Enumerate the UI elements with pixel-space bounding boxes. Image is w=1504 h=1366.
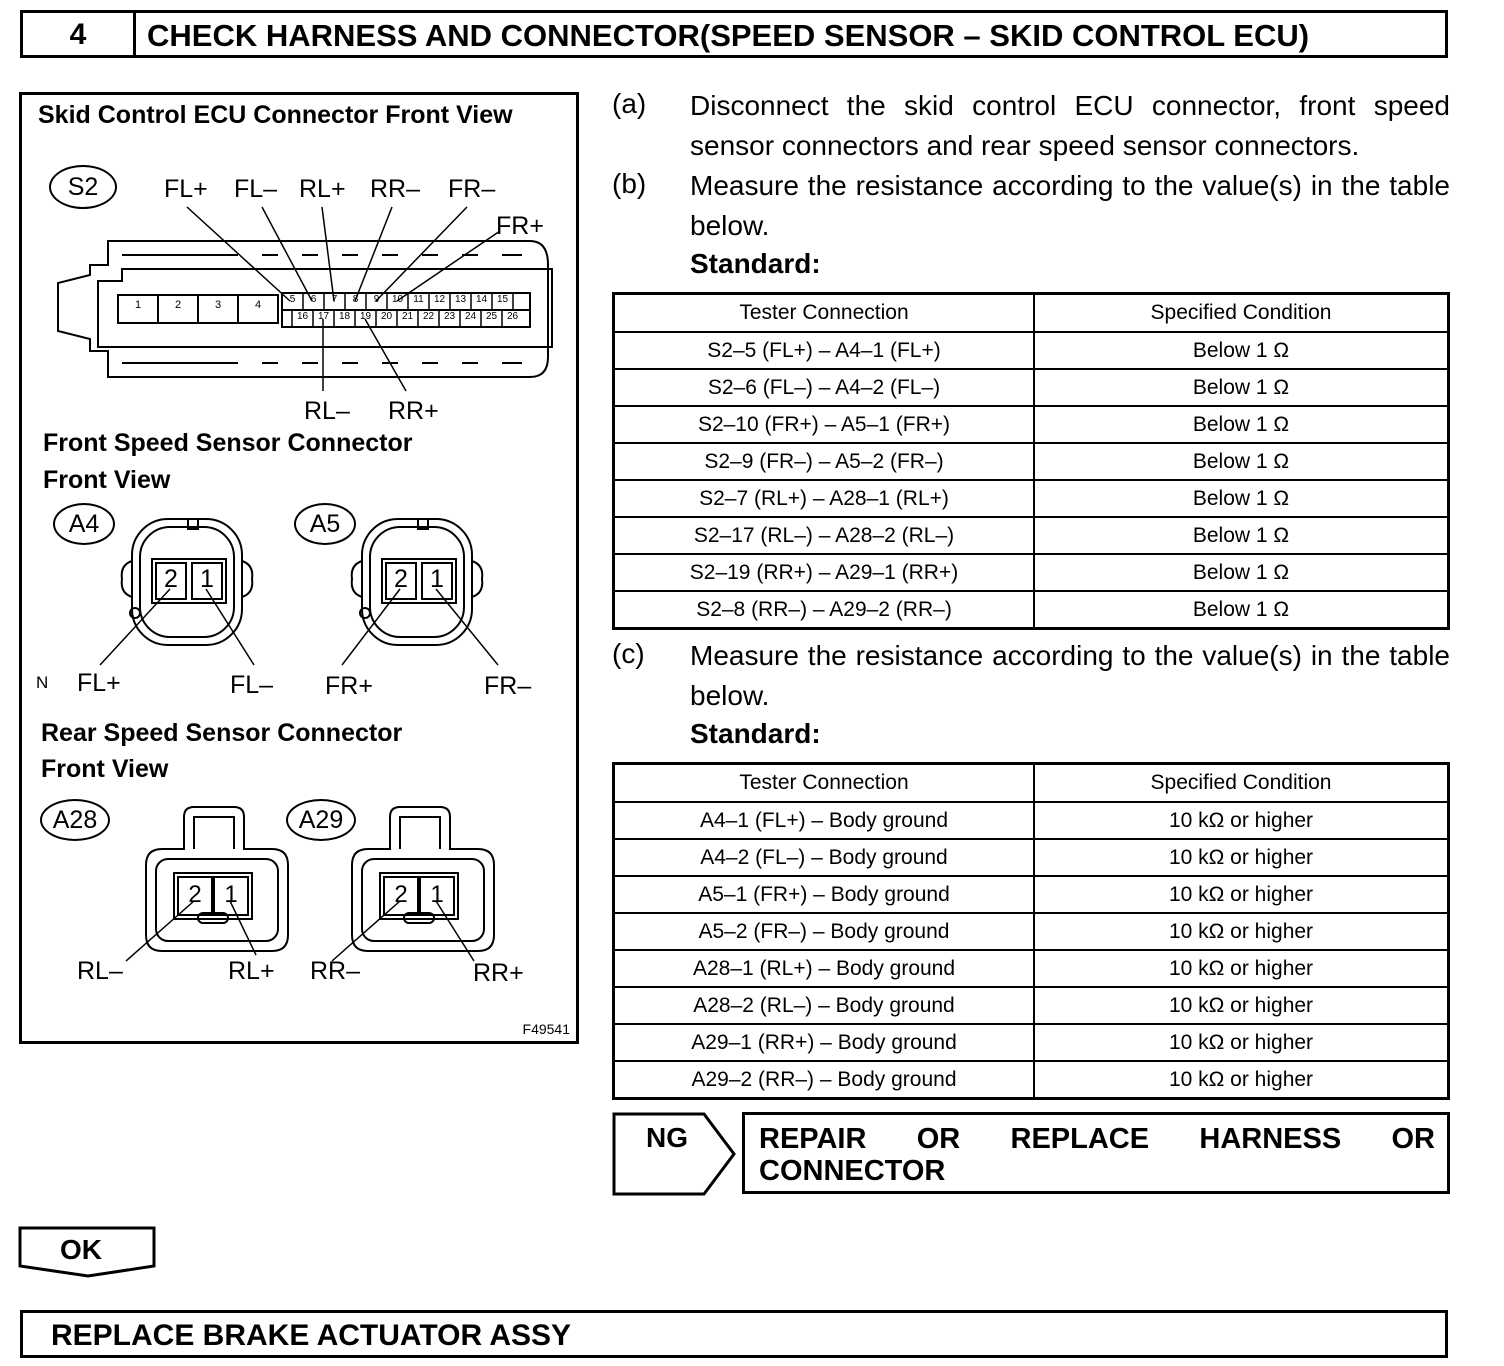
specified-condition: Below 1 Ω xyxy=(1034,554,1449,591)
ng-label: NG xyxy=(646,1122,688,1153)
ecu-pin: 5 xyxy=(289,294,296,305)
ecu-pin: 26 xyxy=(506,311,519,322)
col-header-tester: Tester Connection xyxy=(614,764,1035,803)
col-header-tester: Tester Connection xyxy=(614,294,1035,333)
ecu-label-fl-plus: FL+ xyxy=(164,175,208,203)
table-row xyxy=(614,480,1449,517)
ecu-label-rl-minus: RL– xyxy=(304,397,350,425)
ecu-pin-2: 2 xyxy=(174,299,182,311)
ecu-pin: 13 xyxy=(454,294,467,305)
specified-condition: Below 1 Ω xyxy=(1034,480,1449,517)
stray-mark: N xyxy=(36,673,49,692)
col-header-condition: Specified Condition xyxy=(1034,294,1449,333)
table-row xyxy=(614,554,1449,591)
step-header xyxy=(20,10,1448,58)
ecu-pin: 17 xyxy=(317,311,330,322)
specified-condition: 10 kΩ or higher xyxy=(1034,1061,1449,1099)
ecu-pin: 8 xyxy=(352,294,359,305)
ecu-pin: 15 xyxy=(496,294,509,305)
specified-condition: Below 1 Ω xyxy=(1034,517,1449,554)
ecu-label-fr-plus: FR+ xyxy=(496,212,544,240)
ecu-label-fl-minus: FL– xyxy=(234,175,278,203)
specified-condition: 10 kΩ or higher xyxy=(1034,802,1449,839)
tester-connection: A5–2 (FR–) – Body ground xyxy=(614,913,1035,950)
table-row xyxy=(614,802,1449,839)
ecu-label-fr-minus: FR– xyxy=(448,175,496,203)
resistance-table-1 xyxy=(612,292,1450,630)
ecu-pin: 7 xyxy=(331,294,338,305)
step-b-letter: (b) xyxy=(612,168,647,199)
a28-connector-id: A28 xyxy=(40,799,110,841)
ecu-pin: 24 xyxy=(464,311,477,322)
rear-sensor-drawings xyxy=(22,95,576,1041)
ecu-pin: 11 xyxy=(413,294,424,305)
a4-connector-id: A4 xyxy=(53,503,115,545)
table-row xyxy=(614,369,1449,406)
ecu-pin: 25 xyxy=(485,311,498,322)
specified-condition: 10 kΩ or higher xyxy=(1034,950,1449,987)
tester-connection: A29–2 (RR–) – Body ground xyxy=(614,1061,1035,1099)
a4-pin-1: 1 xyxy=(200,565,214,593)
a28-pin-2: 2 xyxy=(188,881,202,908)
specified-condition: Below 1 Ω xyxy=(1034,332,1449,369)
ecu-pin: 20 xyxy=(380,311,393,322)
col-header-condition: Specified Condition xyxy=(1034,764,1449,803)
specified-condition: Below 1 Ω xyxy=(1034,369,1449,406)
ecu-pin: 14 xyxy=(475,294,488,305)
specified-condition: 10 kΩ or higher xyxy=(1034,913,1449,950)
table-row xyxy=(614,1061,1449,1099)
table-row xyxy=(614,839,1449,876)
tester-connection: S2–10 (FR+) – A5–1 (FR+) xyxy=(614,406,1035,443)
ecu-label-rr-minus: RR– xyxy=(370,175,421,203)
step-a-text: Disconnect the skid control ECU connector, front speed sensor connectors and rear speed sensor connectors. xyxy=(690,90,1450,161)
tester-connection: S2–17 (RL–) – A28–2 (RL–) xyxy=(614,517,1035,554)
table-row xyxy=(614,1024,1449,1061)
rear-sensor-heading: Rear Speed Sensor Connector xyxy=(41,719,403,747)
specified-condition: 10 kΩ or higher xyxy=(1034,1024,1449,1061)
ecu-pin: 6 xyxy=(310,294,317,305)
ecu-pin-3: 3 xyxy=(214,299,222,311)
ecu-pin: 22 xyxy=(422,311,435,322)
tester-connection: S2–19 (RR+) – A29–1 (RR+) xyxy=(614,554,1035,591)
table-header-row xyxy=(614,764,1449,803)
a29-pin-1: 1 xyxy=(430,881,444,908)
step-number: 4 xyxy=(23,13,136,55)
step-c-text: Measure the resistance according to the value(s) in the table below. xyxy=(690,640,1450,711)
a29-label-rr-minus: RR– xyxy=(310,957,361,985)
tester-connection: S2–6 (FL–) – A4–2 (FL–) xyxy=(614,369,1035,406)
standard-label-2: Standard: xyxy=(690,718,821,749)
rear-sensor-subheading: Front View xyxy=(41,755,169,783)
a28-pin-1: 1 xyxy=(224,881,238,908)
a29-label-rr-plus: RR+ xyxy=(473,959,524,987)
standard-label-1: Standard: xyxy=(690,248,821,279)
a5-label-fr-minus: FR– xyxy=(484,672,532,700)
tester-connection: A28–1 (RL+) – Body ground xyxy=(614,950,1035,987)
ecu-pin: 21 xyxy=(401,311,414,322)
specified-condition: Below 1 Ω xyxy=(1034,443,1449,480)
tester-connection: A4–1 (FL+) – Body ground xyxy=(614,802,1035,839)
table-row xyxy=(614,913,1449,950)
ok-label: OK xyxy=(60,1234,102,1265)
a4-label-fl-minus: FL– xyxy=(230,671,274,699)
tester-connection: A29–1 (RR+) – Body ground xyxy=(614,1024,1035,1061)
specified-condition: 10 kΩ or higher xyxy=(1034,987,1449,1024)
step-title: CHECK HARNESS AND CONNECTOR(SPEED SENSOR – SKID CONTROL ECU) xyxy=(147,18,1310,53)
tester-connection: S2–7 (RL+) – A28–1 (RL+) xyxy=(614,480,1035,517)
a5-label-fr-plus: FR+ xyxy=(325,672,373,700)
a29-connector-id: A29 xyxy=(286,799,356,841)
front-sensor-heading: Front Speed Sensor Connector xyxy=(43,429,413,457)
a5-pin-2: 2 xyxy=(394,565,408,593)
ecu-label-rl-plus: RL+ xyxy=(299,175,346,203)
a4-pin-2: 2 xyxy=(164,565,178,593)
table-row xyxy=(614,591,1449,629)
ecu-pin: 16 xyxy=(296,311,309,322)
step-b-text: Measure the resistance according to the value(s) in the table below. xyxy=(690,170,1450,241)
ecu-pin: 18 xyxy=(338,311,351,322)
tester-connection: A5–1 (FR+) – Body ground xyxy=(614,876,1035,913)
resistance-table-2 xyxy=(612,762,1450,1100)
connector-figure xyxy=(19,92,579,1044)
a28-label-rl-minus: RL– xyxy=(77,957,123,985)
table-row xyxy=(614,443,1449,480)
figure-code: F49541 xyxy=(522,1021,570,1037)
table-row xyxy=(614,950,1449,987)
ng-action-box xyxy=(742,1112,1450,1194)
tester-connection: S2–9 (FR–) – A5–2 (FR–) xyxy=(614,443,1035,480)
a5-pin-1: 1 xyxy=(430,565,444,593)
tester-connection: S2–5 (FL+) – A4–1 (FL+) xyxy=(614,332,1035,369)
step-a-letter: (a) xyxy=(612,88,647,119)
final-action-box xyxy=(20,1310,1448,1358)
front-sensor-subheading: Front View xyxy=(43,466,171,494)
ecu-pin-1: 1 xyxy=(134,299,142,311)
step-c-letter: (c) xyxy=(612,638,645,669)
specified-condition: 10 kΩ or higher xyxy=(1034,876,1449,913)
tester-connection: A4–2 (FL–) – Body ground xyxy=(614,839,1035,876)
a29-pin-2: 2 xyxy=(394,881,408,908)
ecu-pin: 9 xyxy=(373,294,380,305)
a28-label-rl-plus: RL+ xyxy=(228,957,275,985)
specified-condition: 10 kΩ or higher xyxy=(1034,839,1449,876)
specified-condition: Below 1 Ω xyxy=(1034,406,1449,443)
ecu-connector-id: S2 xyxy=(67,173,99,201)
ng-action-text: REPAIR OR REPLACE HARNESS OR CONNECTOR xyxy=(759,1123,1435,1187)
final-action-text: REPLACE BRAKE ACTUATOR ASSY xyxy=(51,1319,572,1352)
specified-condition: Below 1 Ω xyxy=(1034,591,1449,629)
a4-label-fl-plus: FL+ xyxy=(77,669,121,697)
table-row xyxy=(614,332,1449,369)
table-row xyxy=(614,517,1449,554)
ecu-pin: 12 xyxy=(433,294,446,305)
table-row xyxy=(614,406,1449,443)
tester-connection: S2–8 (RR–) – A29–2 (RR–) xyxy=(614,591,1035,629)
ecu-pin-4: 4 xyxy=(254,299,262,311)
tester-connection: A28–2 (RL–) – Body ground xyxy=(614,987,1035,1024)
ecu-pin: 19 xyxy=(359,311,372,322)
table-row xyxy=(614,876,1449,913)
ecu-pin: 23 xyxy=(443,311,456,322)
ecu-connector-heading: Skid Control ECU Connector Front View xyxy=(38,101,513,129)
table-row xyxy=(614,987,1449,1024)
a5-connector-id: A5 xyxy=(294,503,356,545)
table-header-row xyxy=(614,294,1449,333)
ecu-label-rr-plus: RR+ xyxy=(388,397,439,425)
ecu-pin: 10 xyxy=(391,294,404,305)
